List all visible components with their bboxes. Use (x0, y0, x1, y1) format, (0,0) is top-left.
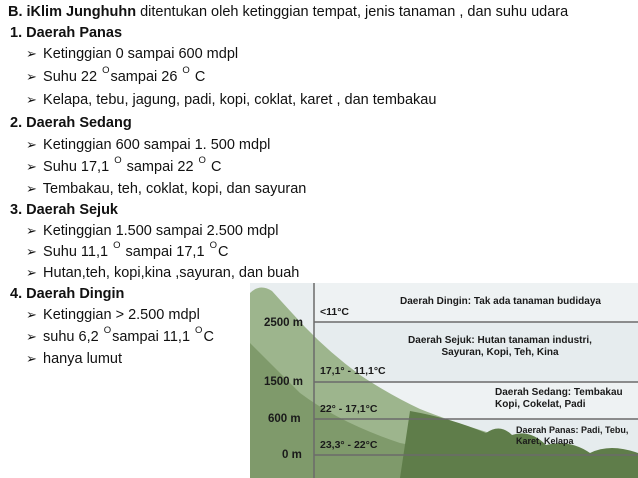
bullet-arrow-icon: ➢ (26, 181, 37, 196)
bullet-text: Hutan,teh, kopi,kina ,sayuran, dan buah (43, 265, 300, 281)
bullet-arrow-icon: ➢ (26, 223, 37, 238)
bullet-text: sampai 22 (122, 159, 198, 175)
zone-label-sedang (495, 387, 623, 411)
bullet-dingin-altitude (26, 307, 200, 323)
bullet-text: Suhu 17,1 (43, 159, 114, 175)
temperature-label-panas: 23,3° - 22°C (320, 439, 378, 451)
bullet-text: Ketinggian 0 sampai 600 mdpl (43, 46, 239, 62)
degree-symbol: O (182, 65, 190, 76)
bullet-arrow-icon: ➢ (26, 307, 37, 322)
bullet-text: C (217, 244, 229, 260)
zone-label-dingin: Daerah Dingin: Tak ada tanaman budidaya (400, 296, 601, 307)
bullet-text: Suhu 11,1 (43, 244, 113, 260)
bullet-text: Kelapa, tebu, jagung, padi, kopi, coklat, karet , dan tembakau (43, 92, 437, 108)
bullet-sejuk-temperature (26, 240, 229, 260)
altitude-label-600: 600 m (268, 413, 301, 425)
bullet-arrow-icon: ➢ (26, 351, 37, 366)
bullet-arrow-icon: ➢ (26, 329, 37, 344)
zone-label-panas-line1: Daerah Panas: Padi, Tebu, (516, 425, 629, 435)
bullet-text: hanya lumut (43, 351, 123, 367)
bullet-text: C (190, 69, 206, 85)
bullet-panas-altitude (26, 46, 238, 62)
altitude-label-0: 0 m (282, 449, 302, 461)
temperature-label-dingin: <11°C (320, 306, 350, 318)
bullet-arrow-icon: ➢ (26, 265, 37, 280)
temperature-label-sejuk: 17,1° - 11,1°C (320, 365, 386, 377)
section-title-dingin: 4. Daerah Dingin (10, 286, 125, 302)
bullet-text: Suhu 22 (43, 69, 102, 85)
zone-label-panas-line2: Karet, Kelapa (516, 436, 574, 446)
bullet-arrow-icon: ➢ (26, 244, 37, 259)
bullet-arrow-icon: ➢ (26, 92, 37, 107)
bullet-text: C (206, 159, 222, 175)
bullet-text: sampai 11,1 (112, 329, 195, 345)
degree-symbol: O (102, 65, 110, 76)
bullet-dingin-temperature (26, 325, 214, 345)
zone-label-sejuk (400, 335, 600, 359)
degree-symbol: O (113, 240, 121, 251)
altitude-zone-illustration (250, 283, 638, 478)
bullet-text: sampai 17,1 (121, 244, 209, 260)
zone-label-sejuk-line1: Daerah Sejuk: Hutan tanaman industri, (408, 335, 592, 346)
bullet-arrow-icon: ➢ (26, 137, 37, 152)
page-heading (8, 4, 568, 20)
altitude-label-2500: 2500 m (264, 317, 304, 329)
mountain-illustration (250, 283, 638, 478)
bullet-dingin-crops (26, 351, 122, 367)
degree-symbol: O (114, 155, 122, 166)
bullet-text: Ketinggian > 2.500 mdpl (43, 307, 200, 323)
bullet-sejuk-crops (26, 265, 299, 281)
bullet-text: Ketinggian 600 sampai 1. 500 mdpl (43, 137, 271, 153)
bullet-text: Ketinggian 1.500 sampai 2.500 mdpl (43, 223, 279, 239)
zone-label-sedang-line2: Kopi, Cokelat, Padi (495, 399, 586, 410)
zone-label-panas (516, 425, 628, 447)
section-title-sedang: 2. Daerah Sedang (10, 115, 132, 131)
bullet-text: suhu 6,2 (43, 329, 103, 345)
bullet-arrow-icon: ➢ (26, 69, 37, 84)
bullet-arrow-icon: ➢ (26, 46, 37, 61)
bullet-sedang-crops (26, 181, 306, 197)
bullet-sejuk-altitude (26, 223, 278, 239)
bullet-text: Tembakau, teh, coklat, kopi, dan sayuran (42, 181, 307, 197)
degree-symbol: O (198, 155, 206, 166)
temperature-label-sedang: 22° - 17,1°C (320, 403, 378, 415)
degree-symbol: O (209, 240, 217, 251)
bullet-sedang-temperature (26, 155, 222, 175)
bullet-panas-crops (26, 92, 436, 108)
degree-symbol: O (195, 325, 203, 336)
heading-bold: B. iKlim Junghuhn (8, 4, 137, 20)
zone-label-sejuk-line2: Sayuran, Kopi, Teh, Kina (441, 347, 559, 358)
bullet-text: sampai 26 (110, 69, 182, 85)
section-title-sejuk: 3. Daerah Sejuk (10, 202, 118, 218)
bullet-text: C (203, 329, 214, 345)
bullet-panas-temperature (26, 65, 206, 85)
zone-label-sedang-line1: Daerah Sedang: Tembakau (495, 387, 623, 398)
section-title-panas: 1. Daerah Panas (10, 25, 123, 41)
bullet-arrow-icon: ➢ (26, 159, 37, 174)
heading-rest: ditentukan oleh ketinggian tempat, jenis tanaman , dan suhu udara (136, 4, 569, 20)
bullet-sedang-altitude (26, 137, 270, 153)
altitude-label-1500: 1500 m (264, 376, 304, 388)
degree-symbol: O (103, 325, 112, 336)
